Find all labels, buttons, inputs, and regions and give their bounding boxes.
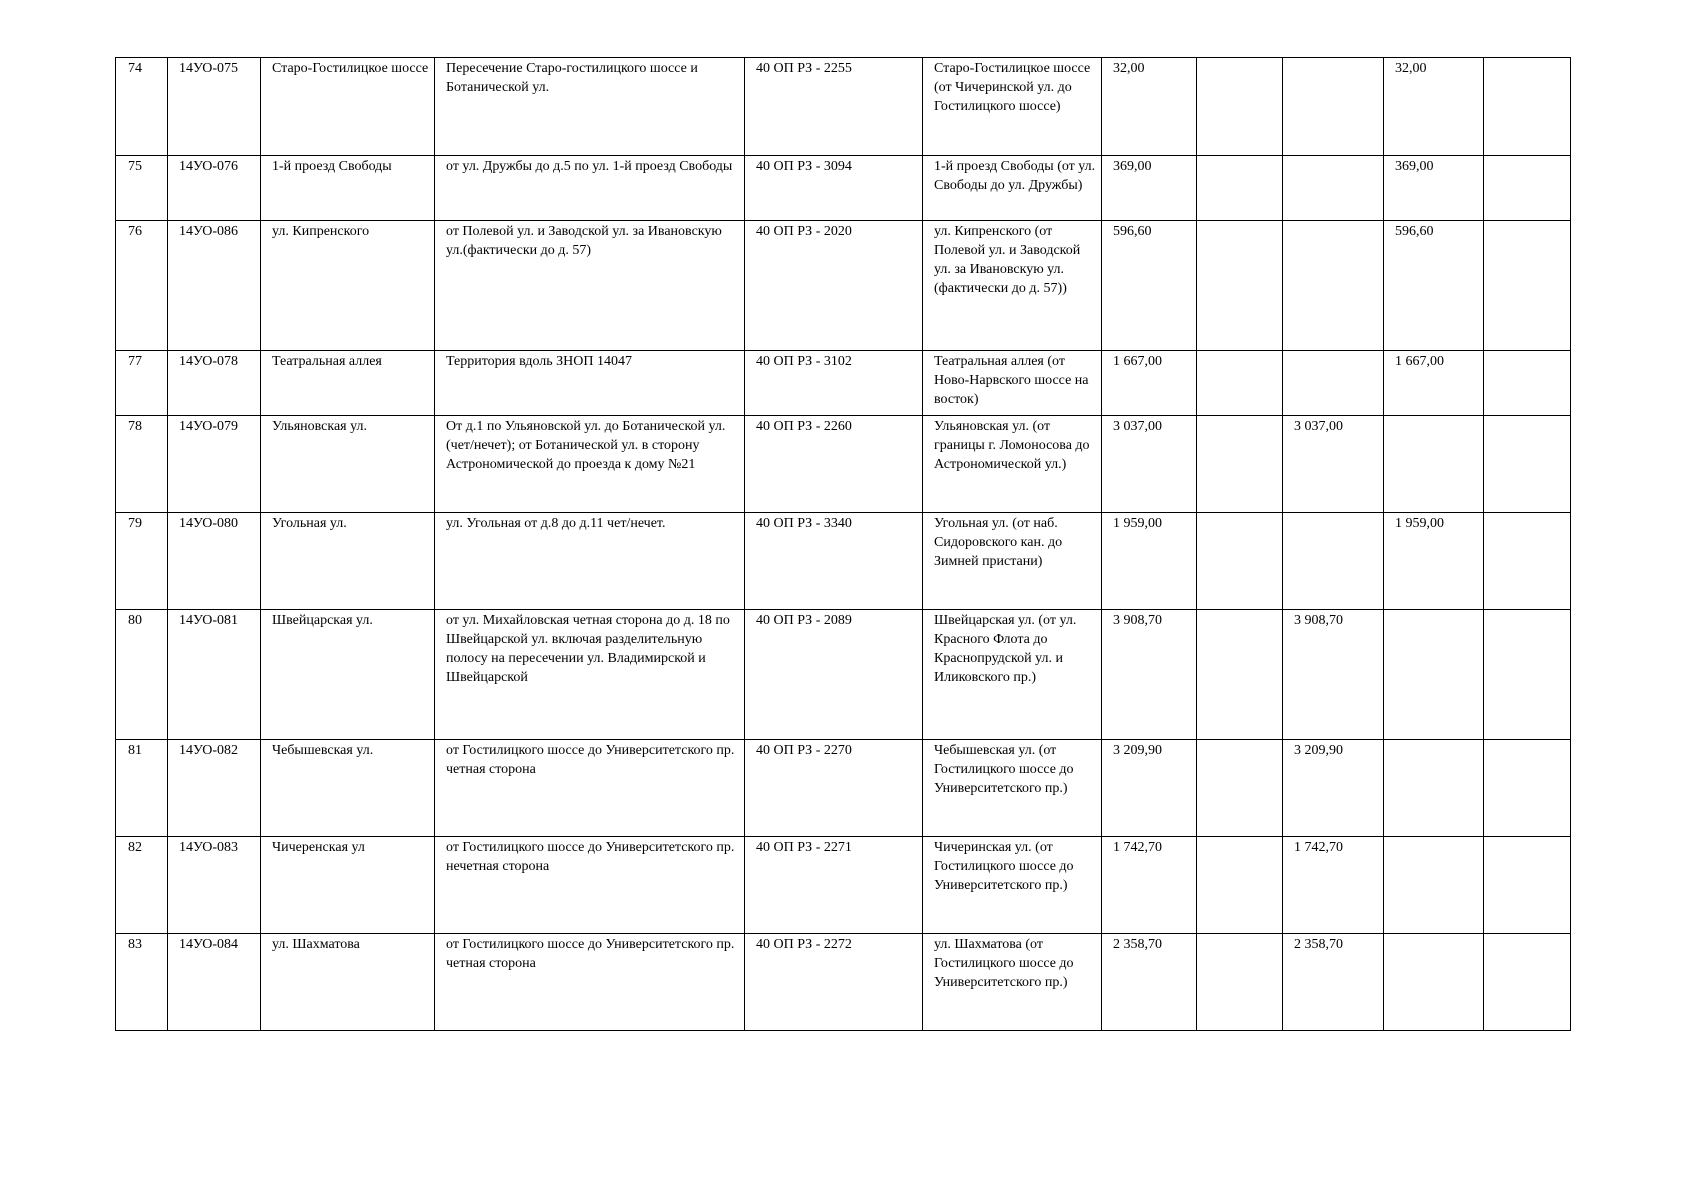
- road-name-cell: Чичеренская ул: [261, 837, 435, 934]
- registry-number-cell: 40 ОП РЗ - 2260: [745, 416, 923, 513]
- row-number: 79: [116, 513, 168, 610]
- value-cell-11: [1484, 610, 1571, 740]
- registry-description-cell: 1-й проезд Свободы (от ул. Свободы до ул. Дружбы): [923, 156, 1102, 221]
- row-number: 78: [116, 416, 168, 513]
- value-cell-8: [1197, 58, 1283, 156]
- value-cell-10: 1 667,00: [1384, 351, 1484, 416]
- road-id-cell: 14УО-079: [168, 416, 261, 513]
- road-description-cell: от Гостилицкого шоссе до Университетского пр. четная сторона: [435, 934, 745, 1031]
- value-cell-8: [1197, 740, 1283, 837]
- registry-description-cell: Чичеринская ул. (от Гостилицкого шоссе до Университетского пр.): [923, 837, 1102, 934]
- value-cell-10: 369,00: [1384, 156, 1484, 221]
- row-number: 83: [116, 934, 168, 1031]
- road-description-cell: от Полевой ул. и Заводской ул. за Ивановскую ул.(фактически до д. 57): [435, 221, 745, 351]
- table-row: [116, 156, 1571, 221]
- road-id-cell: 14УО-083: [168, 837, 261, 934]
- road-id-cell: 14УО-086: [168, 221, 261, 351]
- road-description-cell: От д.1 по Ульяновской ул. до Ботанической ул. (чет/нечет); от Ботанической ул. в сторону Астрономической до проезда к дому №21: [435, 416, 745, 513]
- road-id-cell: 14УО-080: [168, 513, 261, 610]
- value-cell-11: [1484, 837, 1571, 934]
- value-cell-9: [1283, 351, 1384, 416]
- road-name-cell: 1-й проезд Свободы: [261, 156, 435, 221]
- length-cell: 3 908,70: [1102, 610, 1197, 740]
- road-name-cell: Чебышевская ул.: [261, 740, 435, 837]
- value-cell-9: 3 209,90: [1283, 740, 1384, 837]
- length-cell: 3 037,00: [1102, 416, 1197, 513]
- registry-description-cell: Театральная аллея (от Ново-Нарвского шоссе на восток): [923, 351, 1102, 416]
- value-cell-9: [1283, 58, 1384, 156]
- value-cell-8: [1197, 837, 1283, 934]
- registry-number-cell: 40 ОП РЗ - 2255: [745, 58, 923, 156]
- road-id-cell: 14УО-081: [168, 610, 261, 740]
- value-cell-8: [1197, 934, 1283, 1031]
- road-description-cell: Территория вдоль ЗНОП 14047: [435, 351, 745, 416]
- value-cell-11: [1484, 416, 1571, 513]
- value-cell-10: 1 959,00: [1384, 513, 1484, 610]
- table-row: [116, 610, 1571, 740]
- road-description-cell: Пересечение Старо-гостилицкого шоссе и Ботанической ул.: [435, 58, 745, 156]
- length-cell: 3 209,90: [1102, 740, 1197, 837]
- length-cell: 2 358,70: [1102, 934, 1197, 1031]
- row-number: 81: [116, 740, 168, 837]
- road-name-cell: Театральная аллея: [261, 351, 435, 416]
- value-cell-9: 3 037,00: [1283, 416, 1384, 513]
- row-number: 76: [116, 221, 168, 351]
- value-cell-8: [1197, 416, 1283, 513]
- row-number: 82: [116, 837, 168, 934]
- length-cell: 32,00: [1102, 58, 1197, 156]
- value-cell-11: [1484, 513, 1571, 610]
- table-row: [116, 513, 1571, 610]
- value-cell-9: [1283, 156, 1384, 221]
- table-row: [116, 416, 1571, 513]
- road-id-cell: 14УО-082: [168, 740, 261, 837]
- road-description-cell: от Гостилицкого шоссе до Университетского пр. четная сторона: [435, 740, 745, 837]
- road-id-cell: 14УО-078: [168, 351, 261, 416]
- length-cell: 1 667,00: [1102, 351, 1197, 416]
- value-cell-11: [1484, 934, 1571, 1031]
- value-cell-8: [1197, 610, 1283, 740]
- value-cell-8: [1197, 513, 1283, 610]
- value-cell-9: [1283, 221, 1384, 351]
- registry-number-cell: 40 ОП РЗ - 2089: [745, 610, 923, 740]
- registry-description-cell: Угольная ул. (от наб. Сидоровского кан. до Зимней пристани): [923, 513, 1102, 610]
- value-cell-8: [1197, 221, 1283, 351]
- road-id-cell: 14УО-076: [168, 156, 261, 221]
- road-description-cell: ул. Угольная от д.8 до д.11 чет/нечет.: [435, 513, 745, 610]
- registry-description-cell: Ульяновская ул. (от границы г. Ломоносова до Астрономической ул.): [923, 416, 1102, 513]
- value-cell-9: [1283, 513, 1384, 610]
- road-name-cell: Швейцарская ул.: [261, 610, 435, 740]
- value-cell-10: [1384, 740, 1484, 837]
- table-row: [116, 58, 1571, 156]
- value-cell-9: 3 908,70: [1283, 610, 1384, 740]
- value-cell-11: [1484, 351, 1571, 416]
- table-row: [116, 934, 1571, 1031]
- road-id-cell: 14УО-075: [168, 58, 261, 156]
- registry-number-cell: 40 ОП РЗ - 2270: [745, 740, 923, 837]
- table-row: [116, 221, 1571, 351]
- value-cell-10: [1384, 416, 1484, 513]
- value-cell-10: [1384, 934, 1484, 1031]
- value-cell-10: 32,00: [1384, 58, 1484, 156]
- length-cell: 596,60: [1102, 221, 1197, 351]
- value-cell-9: 1 742,70: [1283, 837, 1384, 934]
- value-cell-8: [1197, 156, 1283, 221]
- value-cell-9: 2 358,70: [1283, 934, 1384, 1031]
- table-row: [116, 740, 1571, 837]
- road-description-cell: от ул. Дружбы до д.5 по ул. 1-й проезд Свободы: [435, 156, 745, 221]
- length-cell: 369,00: [1102, 156, 1197, 221]
- registry-number-cell: 40 ОП РЗ - 3340: [745, 513, 923, 610]
- registry-description-cell: Старо-Гостилицкое шоссе (от Чичеринской ул. до Гостилицкого шоссе): [923, 58, 1102, 156]
- row-number: 74: [116, 58, 168, 156]
- table-row: [116, 837, 1571, 934]
- value-cell-11: [1484, 740, 1571, 837]
- value-cell-11: [1484, 221, 1571, 351]
- road-name-cell: ул. Шахматова: [261, 934, 435, 1031]
- value-cell-10: [1384, 610, 1484, 740]
- road-id-cell: 14УО-084: [168, 934, 261, 1031]
- registry-description-cell: Чебышевская ул. (от Гостилицкого шоссе до Университетского пр.): [923, 740, 1102, 837]
- road-name-cell: Старо-Гостилицкое шоссе: [261, 58, 435, 156]
- registry-number-cell: 40 ОП РЗ - 2271: [745, 837, 923, 934]
- row-number: 77: [116, 351, 168, 416]
- roads-table: [115, 57, 1571, 1031]
- value-cell-11: [1484, 156, 1571, 221]
- road-description-cell: от Гостилицкого шоссе до Университетского пр. нечетная сторона: [435, 837, 745, 934]
- length-cell: 1 742,70: [1102, 837, 1197, 934]
- registry-number-cell: 40 ОП РЗ - 3094: [745, 156, 923, 221]
- road-name-cell: Угольная ул.: [261, 513, 435, 610]
- value-cell-10: [1384, 837, 1484, 934]
- value-cell-11: [1484, 58, 1571, 156]
- length-cell: 1 959,00: [1102, 513, 1197, 610]
- table-row: [116, 351, 1571, 416]
- road-name-cell: ул. Кипренского: [261, 221, 435, 351]
- row-number: 75: [116, 156, 168, 221]
- road-description-cell: от ул. Михайловская четная сторона до д. 18 по Швейцарской ул. включая разделительную полосу на пересечении ул. Владимирской и Швейцарской: [435, 610, 745, 740]
- registry-number-cell: 40 ОП РЗ - 3102: [745, 351, 923, 416]
- row-number: 80: [116, 610, 168, 740]
- registry-number-cell: 40 ОП РЗ - 2272: [745, 934, 923, 1031]
- registry-description-cell: ул. Шахматова (от Гостилицкого шоссе до Университетского пр.): [923, 934, 1102, 1031]
- registry-number-cell: 40 ОП РЗ - 2020: [745, 221, 923, 351]
- registry-description-cell: ул. Кипренского (от Полевой ул. и Заводской ул. за Ивановскую ул. (фактически до д. 57)): [923, 221, 1102, 351]
- road-name-cell: Ульяновская ул.: [261, 416, 435, 513]
- value-cell-10: 596,60: [1384, 221, 1484, 351]
- registry-description-cell: Швейцарская ул. (от ул. Красного Флота до Краснопрудской ул. и Иликовского пр.): [923, 610, 1102, 740]
- value-cell-8: [1197, 351, 1283, 416]
